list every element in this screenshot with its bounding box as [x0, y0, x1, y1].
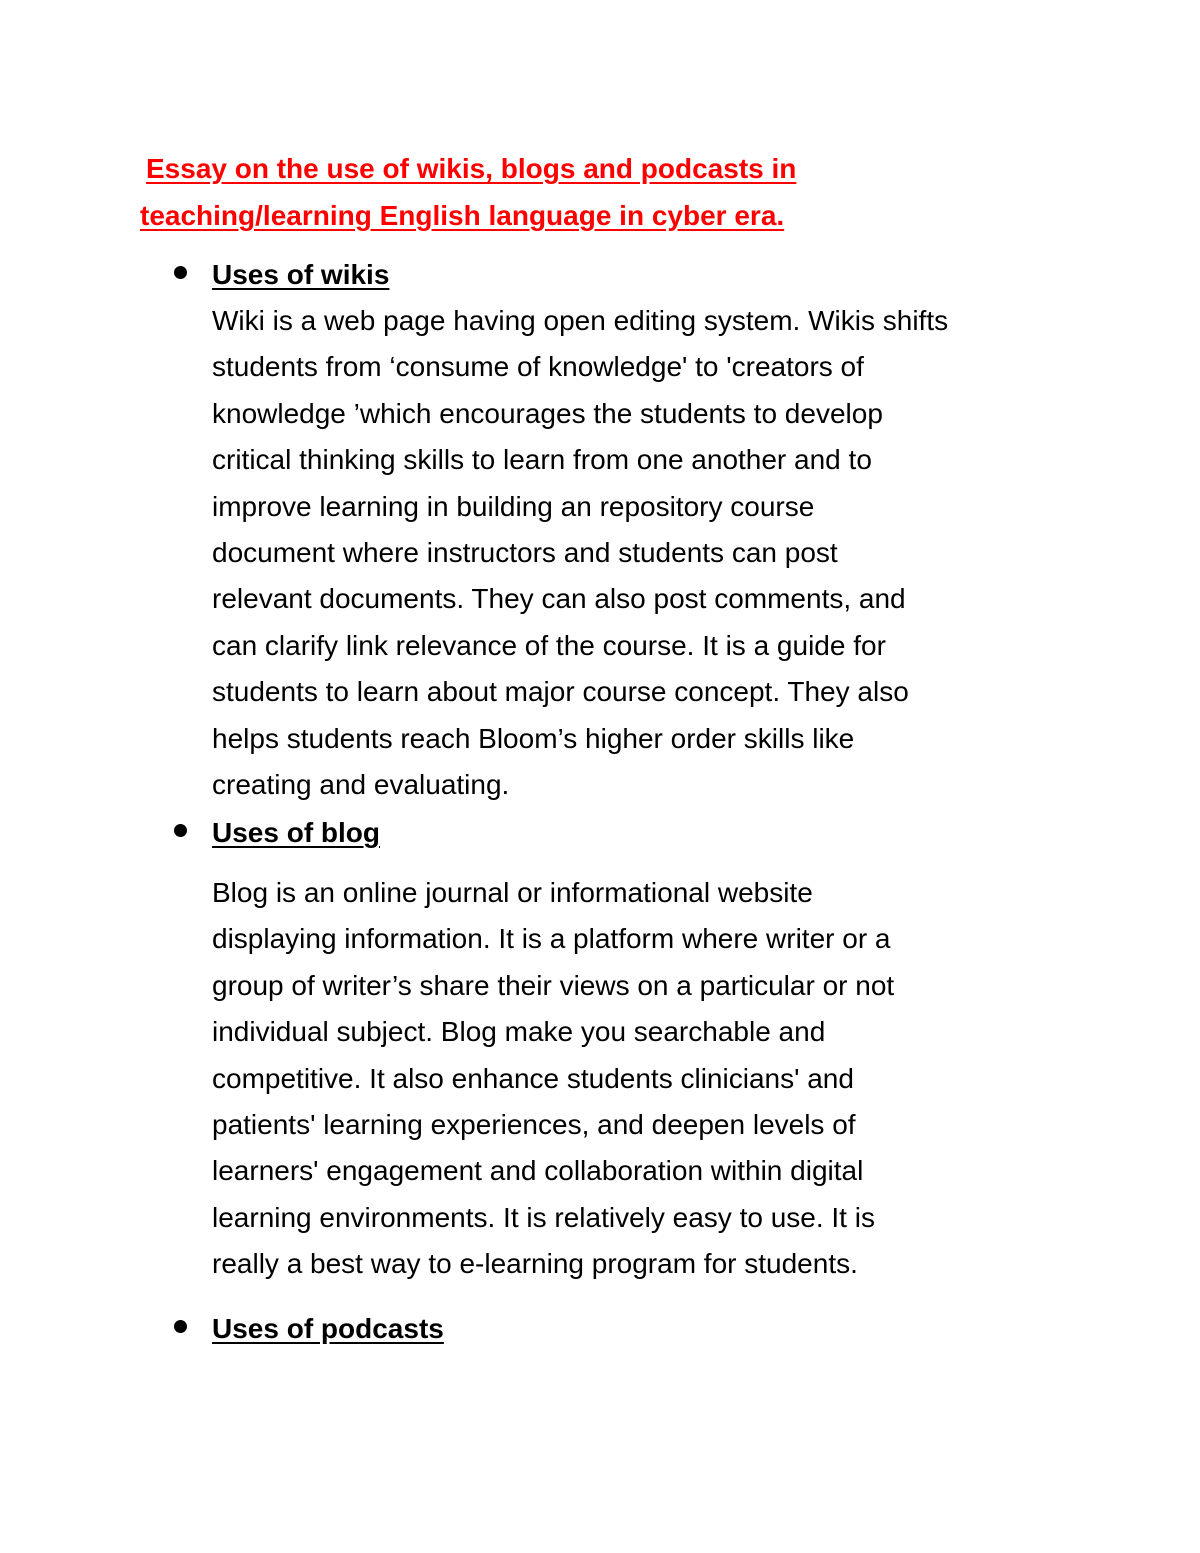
section-blog: [170, 810, 1070, 1288]
essay-title: [140, 145, 900, 239]
text-line: helps students reach Bloom’s higher order skills like: [212, 722, 855, 754]
section-heading-wikis: Uses of wikis: [212, 259, 390, 290]
text-line: Wiki is a web page having open editing system. Wikis shifts: [212, 305, 949, 336]
text-line: knowledge ’which encourages the students to develop: [212, 397, 883, 429]
text-line: document where instructors and students can post: [212, 537, 838, 569]
section-podcasts: [170, 1306, 1070, 1352]
section-body-wikis: [212, 298, 1072, 808]
essay-title-line-2: teaching/learning English language in cyber era.: [140, 200, 785, 231]
text-line: group of writer’s share their views on a particular or not: [212, 969, 895, 1001]
bullet-icon: [174, 1320, 187, 1333]
text-line: creating and evaluating.: [212, 769, 510, 801]
text-line: competitive. It also enhance students clinicians' and: [212, 1062, 854, 1094]
text-line: relevant documents. They can also post comments, and: [212, 583, 906, 615]
bullet-icon: [174, 824, 187, 837]
text-line: critical thinking skills to learn from one another and to: [212, 444, 872, 476]
text-line: learners' engagement and collaboration within digital: [212, 1155, 864, 1187]
section-wikis: [170, 252, 1070, 808]
section-body-blog: [212, 870, 1072, 1288]
text-line: patients' learning experiences, and deepen levels of: [212, 1109, 856, 1141]
bullet-icon: [174, 266, 187, 279]
text-line: can clarify link relevance of the course. It is a guide for: [212, 629, 886, 661]
text-line: really a best way to e-learning program for students.: [212, 1248, 858, 1280]
text-line: students from ‘consume of knowledge' to 'creators of: [212, 351, 864, 383]
section-heading-podcasts: Uses of podcasts: [212, 1313, 444, 1344]
text-line: students to learn about major course concept. They also: [212, 676, 909, 708]
text-line: learning environments. It is relatively easy to use. It is: [212, 1201, 875, 1233]
text-line: Blog is an online journal or informational website: [212, 877, 813, 908]
text-line: displaying information. It is a platform where writer or a: [212, 923, 891, 955]
section-heading-blog: Uses of blog: [212, 817, 381, 848]
text-line: individual subject. Blog make you searchable and: [212, 1016, 826, 1048]
text-line: improve learning in building an repository course: [212, 490, 815, 522]
essay-title-line-1: Essay on the use of wikis, blogs and podcasts in: [146, 153, 797, 184]
